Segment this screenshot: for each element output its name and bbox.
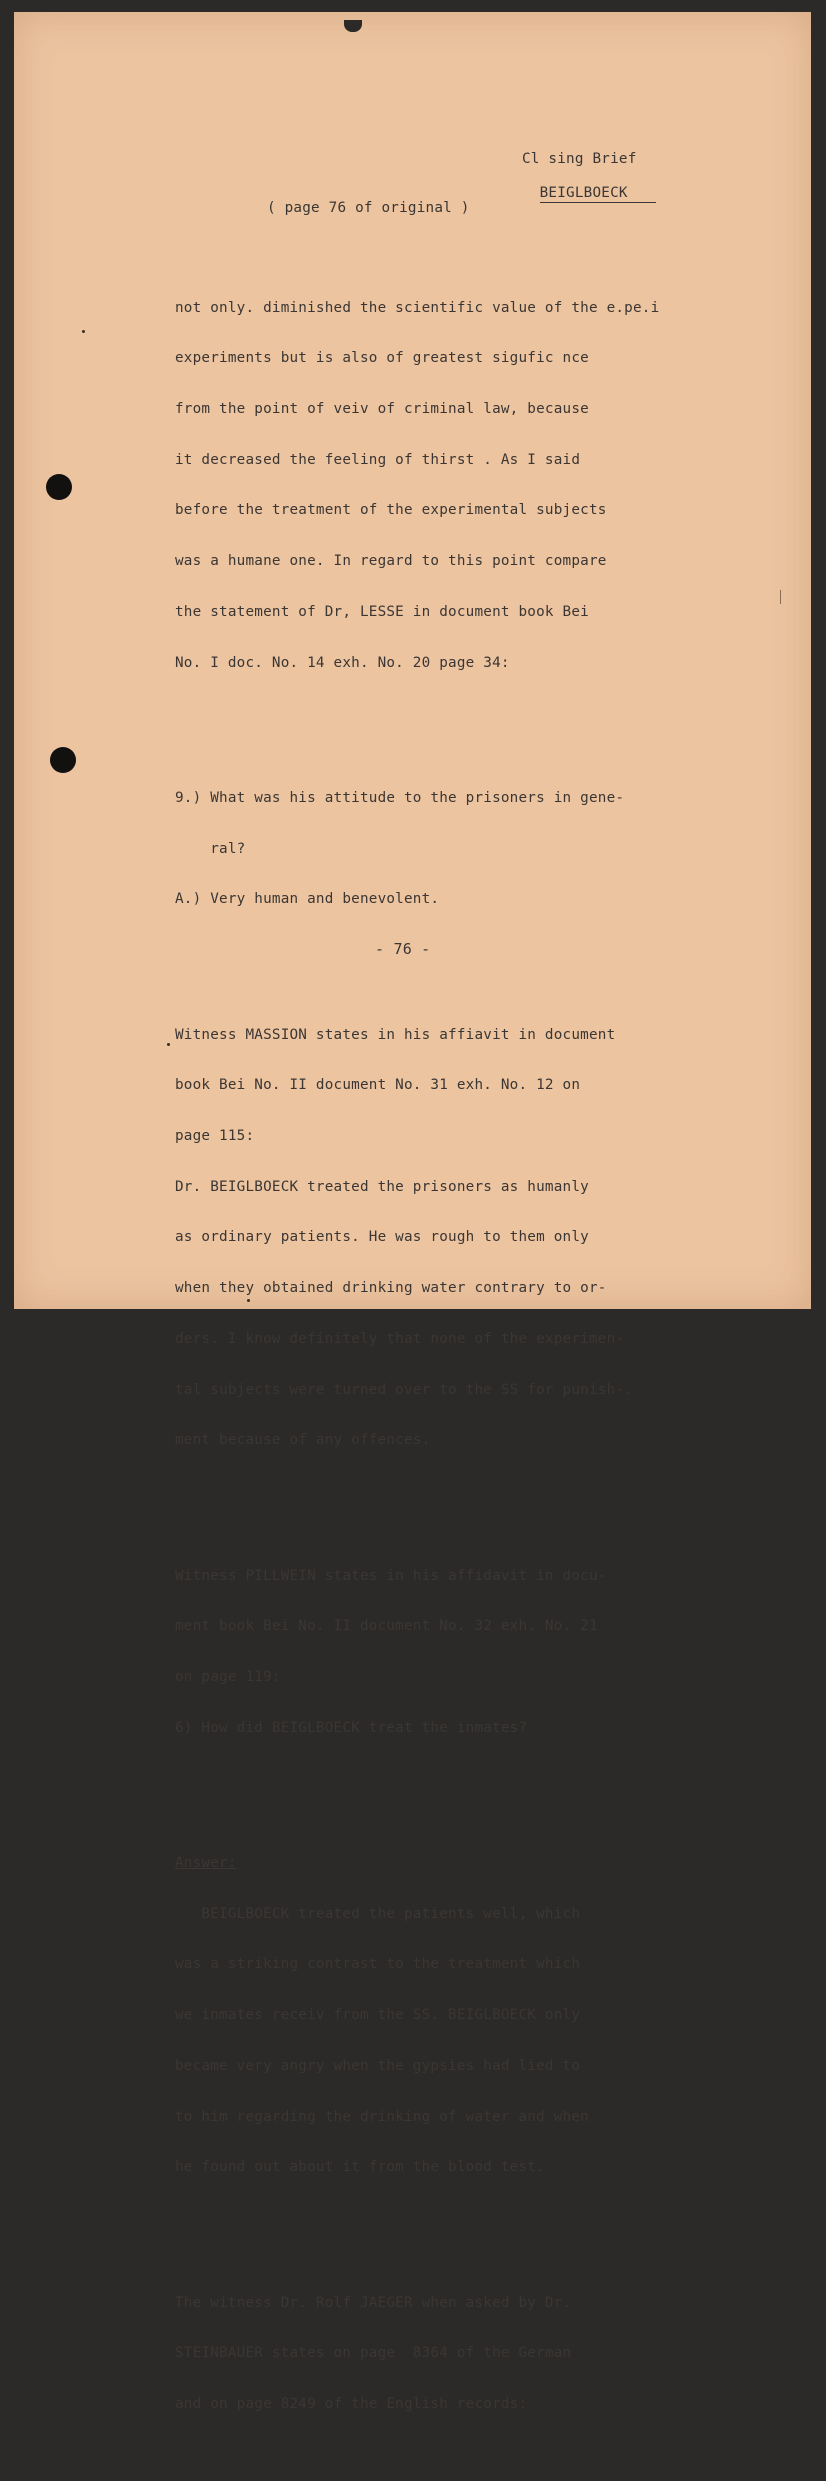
text-line: A.) Very human and benevolent. (175, 891, 440, 908)
text-line: and on page 8249 of the English records: (175, 2395, 528, 2412)
page-number: - 76 - (375, 940, 431, 958)
text-line: it decreased the feeling of thirst . As I said (175, 451, 581, 468)
text-line: No. I doc. No. 14 exh. No. 20 page 34: (175, 654, 510, 671)
text-line: experiments but is also of greatest sigufic nce (175, 350, 589, 367)
margin-mark (780, 590, 781, 604)
text-line: on page 119: (175, 1668, 281, 1685)
text-line: the statement of Dr, LESSE in document book Bei (175, 603, 589, 620)
text-line: to him regarding the drinking of water and when (175, 2108, 589, 2125)
document-body (175, 232, 735, 2481)
speck (167, 1043, 170, 1046)
text-line: Dr. BEIGLBOECK treated the prisoners as humanly (175, 1178, 589, 1195)
text-line: before the treatment of the experimental subjects (175, 502, 607, 519)
punch-hole-top (46, 474, 72, 500)
text-line: BEIGLBOECK treated the patients well, which (175, 1905, 581, 1922)
speck (82, 330, 85, 333)
paragraph-pillwein (175, 1534, 735, 1771)
text-line: as ordinary patients. He was rough to them only (175, 1229, 589, 1246)
text-line: ment because of any offences. (175, 1432, 431, 1449)
original-page-note: ( page 76 of original ) (267, 200, 470, 216)
page-notch (344, 20, 362, 32)
header-defendant: BEIGLBOECK (540, 185, 656, 203)
text-line: 6) How did BEIGLBOECK treat the inmates? (175, 1719, 528, 1736)
text-line: 9.) What was his attitude to the prisoners in gene- (175, 789, 625, 806)
document-header (522, 117, 656, 203)
text-line: not only. diminished the scientific value of the e.pe.i (175, 299, 660, 316)
paragraph-question-9 (175, 756, 735, 942)
paragraph-jaeger (175, 2261, 735, 2447)
text-line: Witness PILLWEIN states in his affidavit in docu- (175, 1567, 607, 1584)
text-line: he found out about it from the blood test. (175, 2159, 545, 2176)
text-line: book Bei No. II document No. 31 exh. No. 12 on (175, 1077, 581, 1094)
paragraph-answer (175, 1821, 735, 2210)
text-line: The witness Dr. Rolf JAEGER when asked by Dr. (175, 2294, 572, 2311)
text-line: ders. I know definitely that none of the experimen- (175, 1330, 625, 1347)
text-line: we inmates receiv from the SS. BEIGLBOECK only (175, 2007, 581, 2024)
text-line: ral? (175, 840, 246, 857)
punch-hole-bottom (50, 747, 76, 773)
text-line: page 115: (175, 1128, 255, 1145)
text-line: tal subjects were turned over to the SS for punish-. (175, 1381, 633, 1398)
text-line: became very angry when the gypsies had lied to (175, 2057, 581, 2074)
text-line: was a humane one. In regard to this point compare (175, 553, 607, 570)
text-line: STEINBAUER states on page 8364 of the German (175, 2345, 572, 2362)
text-line: ment book Bei No. II document No. 32 exh. No. 21 (175, 1618, 598, 1635)
text-line: from the point of veiv of criminal law, because (175, 401, 589, 418)
paragraph-intro (175, 266, 735, 705)
text-line: Witness MASSION states in his affiavit in document (175, 1026, 616, 1043)
text-line: when they obtained drinking water contrary to or- (175, 1280, 607, 1297)
answer-label: Answer: (175, 1855, 237, 1871)
paragraph-massion (175, 993, 735, 1483)
text-line: was a striking contrast to the treatment which (175, 1956, 581, 1973)
header-title: Cl sing Brief (522, 151, 637, 167)
